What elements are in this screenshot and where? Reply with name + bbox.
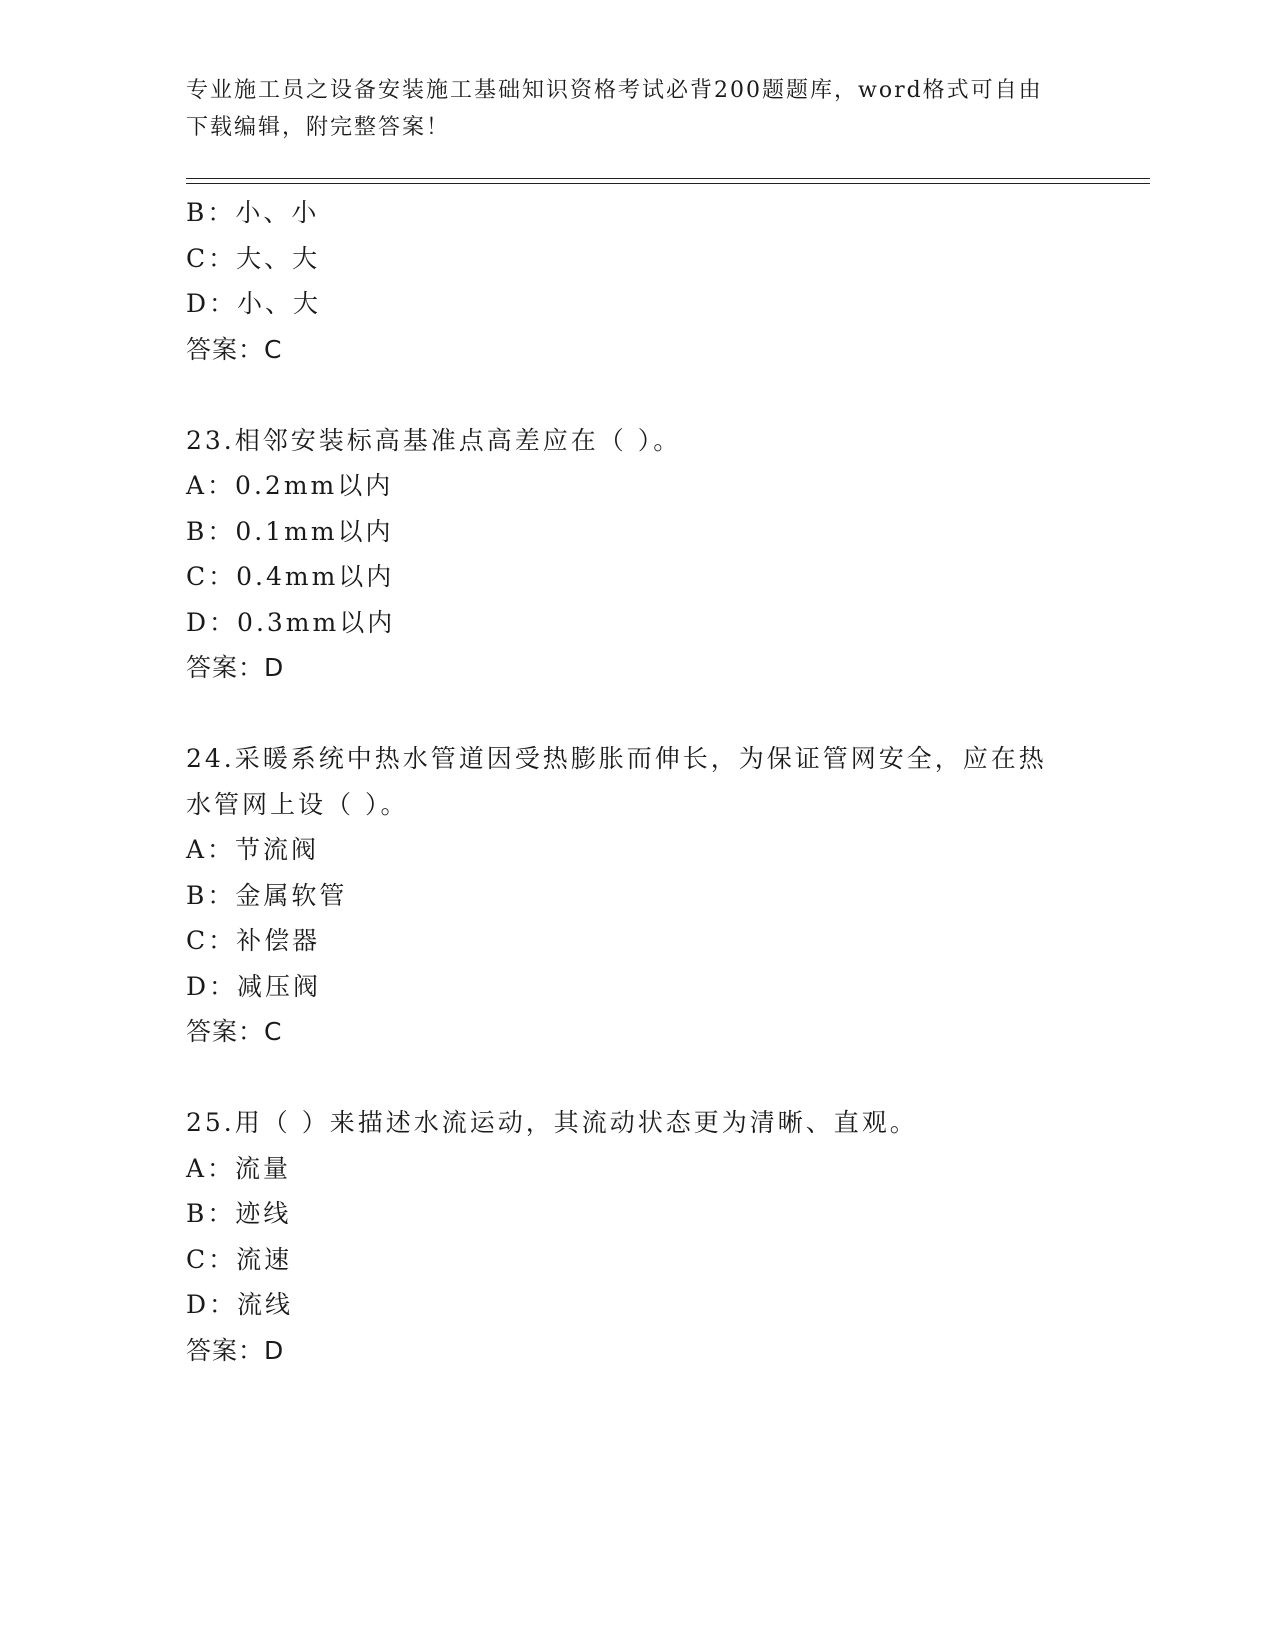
answer-line: 答案：C bbox=[186, 334, 283, 364]
answer-line: 答案：D bbox=[186, 653, 285, 682]
option-c: C：大、大 bbox=[186, 243, 321, 273]
header-divider bbox=[186, 178, 1150, 184]
question-text: 23.相邻安装标高基准点高差应在（ ）。 bbox=[186, 425, 682, 455]
option-c: C：补偿器 bbox=[186, 926, 321, 955]
question-text: 25.用（ ）来描述水流运动，其流动状态更为清晰、直观。 bbox=[186, 1108, 918, 1137]
option-c: C：0.4mm以内 bbox=[186, 562, 395, 591]
option-b: B：小、小 bbox=[186, 198, 320, 227]
option-d: D：0.3mm以内 bbox=[186, 607, 396, 637]
option-a: A：节流阀 bbox=[186, 835, 320, 864]
answer-line: 答案：C bbox=[186, 1017, 283, 1046]
option-d: D：流线 bbox=[186, 1290, 294, 1319]
question-25 bbox=[186, 1100, 1066, 1373]
option-b: B：0.1mm以内 bbox=[186, 516, 394, 546]
option-a: A：流量 bbox=[186, 1153, 292, 1183]
question-list bbox=[186, 190, 1066, 1373]
answer-line: 答案：D bbox=[186, 1335, 285, 1365]
option-b: B：金属软管 bbox=[186, 880, 348, 910]
question-23 bbox=[186, 418, 1066, 691]
question-22-continued bbox=[186, 190, 1066, 372]
option-b: B：迹线 bbox=[186, 1199, 292, 1228]
question-24 bbox=[186, 736, 1066, 1055]
option-d: D：减压阀 bbox=[186, 971, 322, 1001]
option-d: D：小、大 bbox=[186, 289, 322, 318]
option-a: A：0.2mm以内 bbox=[186, 471, 394, 500]
option-c: C：流速 bbox=[186, 1244, 293, 1274]
question-text: 24.采暖系统中热水管道因受热膨胀而伸长，为保证管网安全，应在热水管网上设（ ）。 bbox=[186, 744, 1047, 819]
document-header: 专业施工员之设备安装施工基础知识资格考试必背200题题库，word格式可自由下载编辑，附完整答案！ bbox=[186, 78, 1043, 140]
